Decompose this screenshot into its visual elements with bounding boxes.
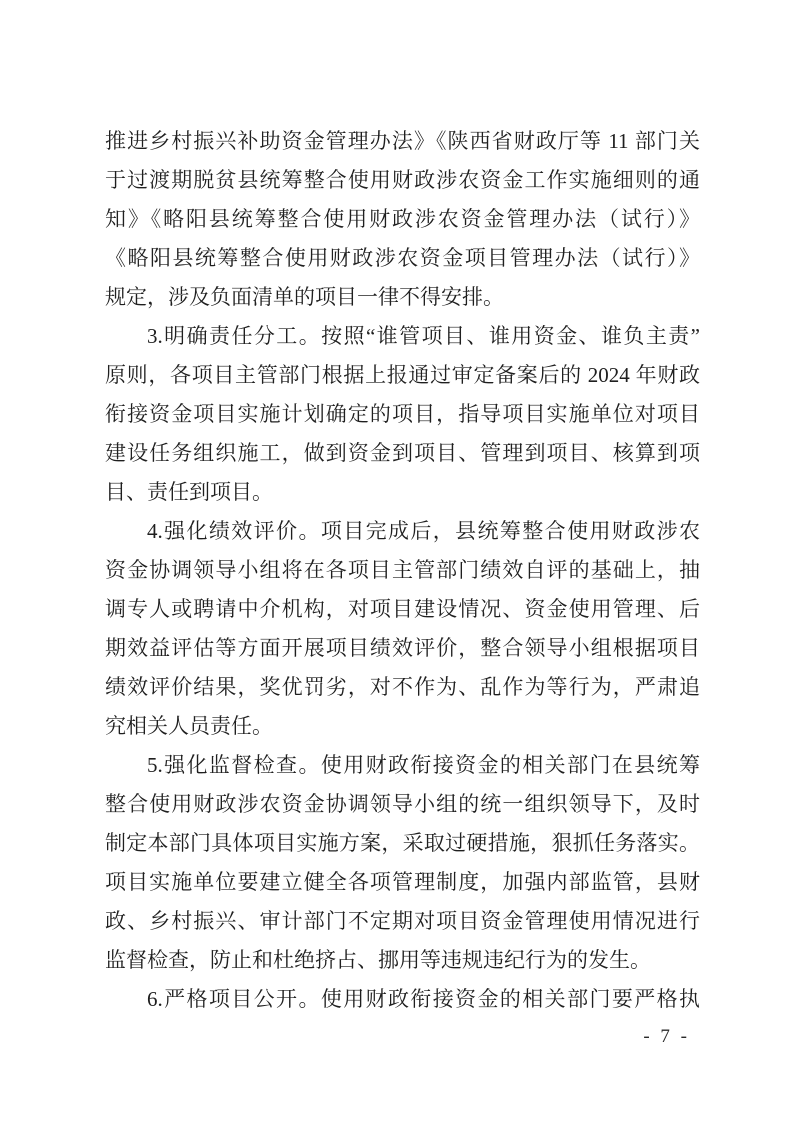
text-line: 3.明确责任分工。按照“谁管项目、谁用资金、谁负主责” (147, 324, 700, 348)
paragraph (105, 122, 700, 317)
text-line: 5.强化监督检查。使用财政衔接资金的相关部门在县统筹 (147, 753, 700, 777)
text-line: 4.强化绩效评价。项目完成后，县统筹整合使用财政涉农 (147, 519, 700, 543)
text-line: 究相关人员责任。 (105, 714, 273, 738)
text-line: 调专人或聘请中介机构，对项目建设情况、资金使用管理、后 (105, 597, 700, 621)
text-line: 于过渡期脱贫县统筹整合使用财政涉农资金工作实施细则的通 (105, 168, 700, 192)
text-line: 衔接资金项目实施计划确定的项目，指导项目实施单位对项目 (105, 402, 700, 426)
paragraph (105, 317, 700, 512)
text-line: 项目实施单位要建立健全各项管理制度，加强内部监管，县财 (105, 870, 700, 894)
text-line: 政、乡村振兴、审计部门不定期对项目资金管理使用情况进行 (105, 909, 700, 933)
paragraph (105, 746, 700, 980)
document-body (105, 122, 700, 1019)
text-line: 整合使用财政涉农资金协调领导小组的统一组织领导下，及时 (105, 792, 700, 816)
text-line: 绩效评价结果，奖优罚劣，对不作为、乱作为等行为，严肃追 (105, 675, 700, 699)
paragraph (105, 512, 700, 746)
text-line: 《略阳县统筹整合使用财政涉农资金项目管理办法（试行）》 (105, 246, 700, 270)
text-line: 规定，涉及负面清单的项目一律不得安排。 (105, 285, 504, 309)
text-line: 6.严格项目公开。使用财政衔接资金的相关部门要严格执 (147, 987, 700, 1011)
page-number: - 7 - (643, 1026, 690, 1047)
text-line: 目、责任到项目。 (105, 480, 273, 504)
paragraph (105, 980, 700, 1019)
text-line: 建设任务组织施工，做到资金到项目、管理到项目、核算到项 (105, 441, 700, 465)
text-line: 知》《略阳县统筹整合使用财政涉农资金管理办法（试行）》 (105, 207, 700, 231)
text-line: 资金协调领导小组将在各项目主管部门绩效自评的基础上，抽 (105, 558, 700, 582)
text-line: 期效益评估等方面开展项目绩效评价，整合领导小组根据项目 (105, 636, 700, 660)
text-line: 制定本部门具体项目实施方案，采取过硬措施，狠抓任务落实。 (105, 831, 700, 855)
text-line: 监督检查，防止和杜绝挤占、挪用等违规违纪行为的发生。 (105, 948, 651, 972)
text-line: 原则，各项目主管部门根据上报通过审定备案后的 2024 年财政 (105, 363, 700, 387)
text-line: 推进乡村振兴补助资金管理办法》《陕西省财政厅等 11 部门关 (105, 129, 700, 153)
